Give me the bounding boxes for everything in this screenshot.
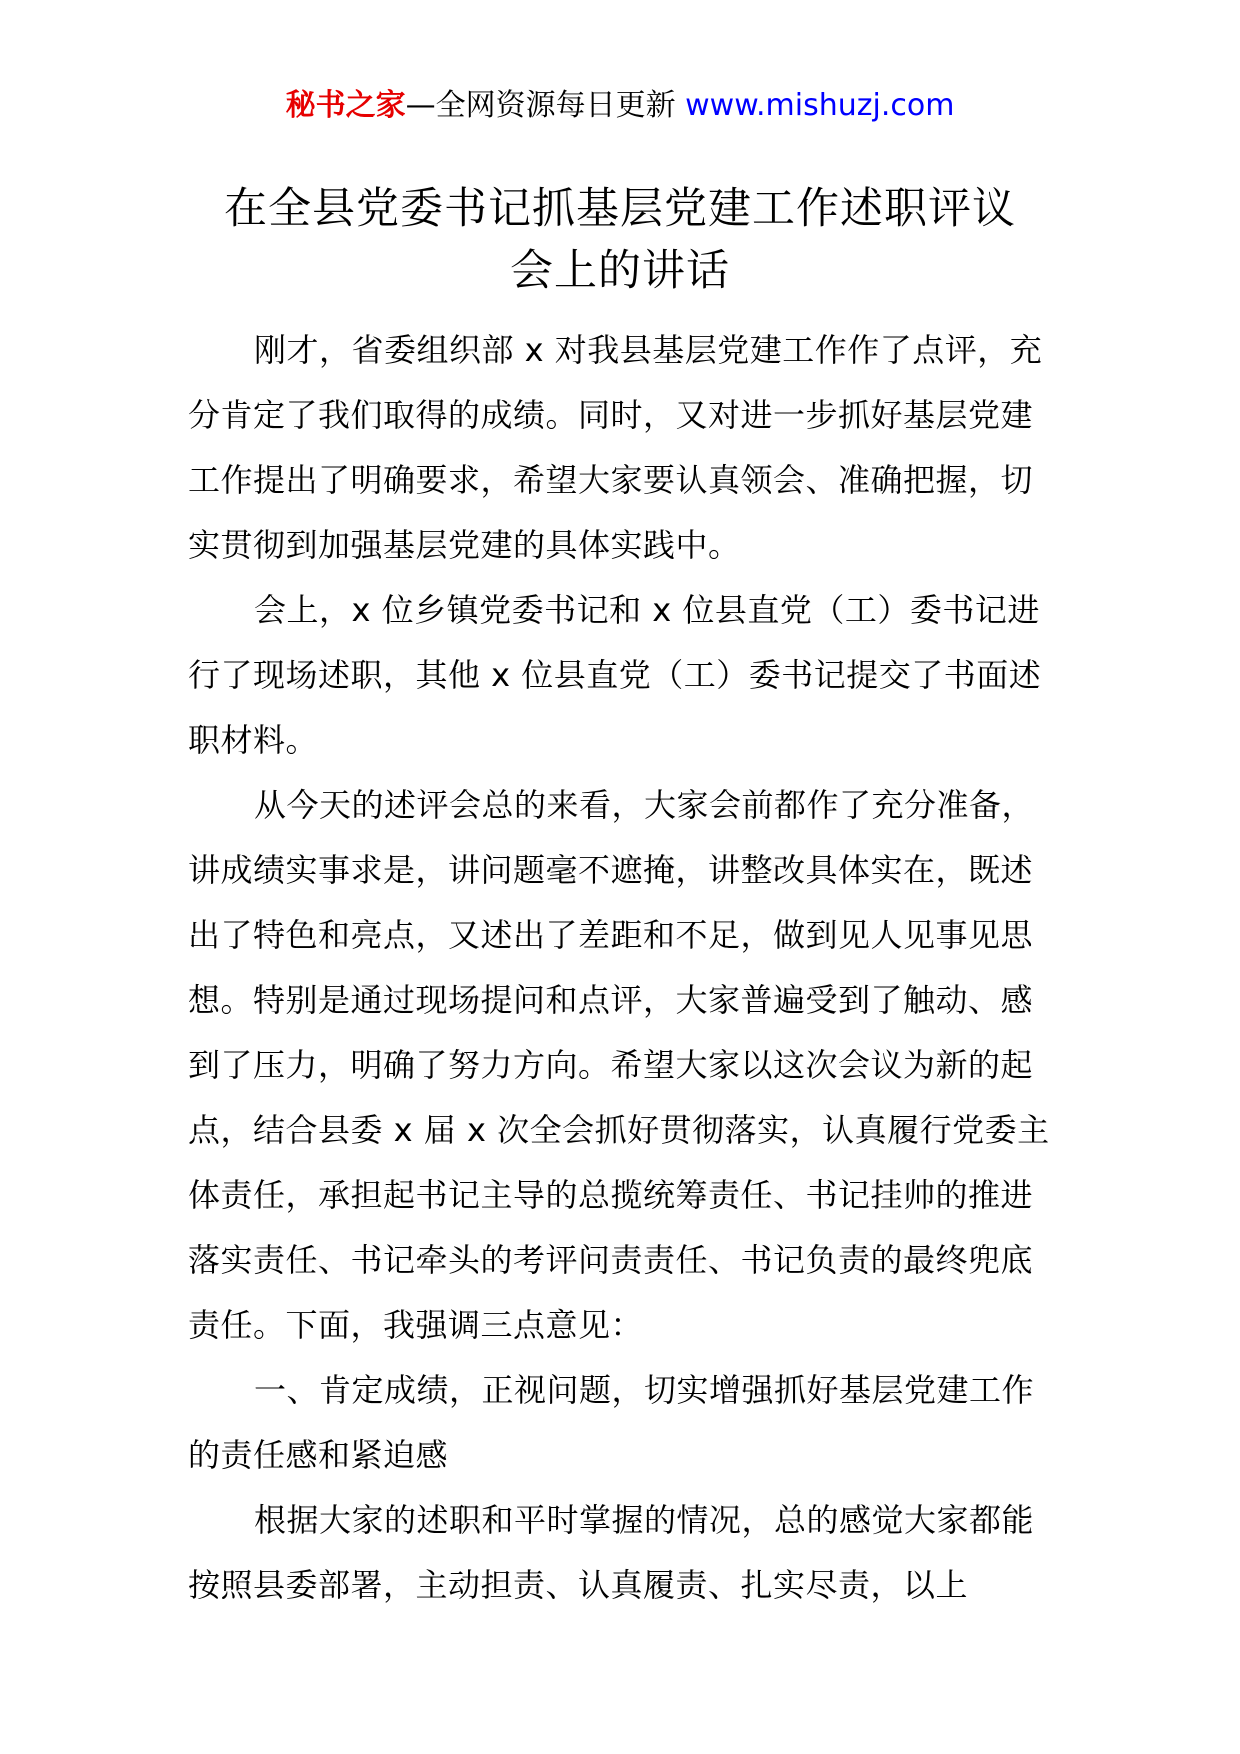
site-url-link[interactable]: www.mishuzj.com [685, 88, 955, 123]
paragraph-opening: 刚才，省委组织部 x 对我县基层党建工作作了点评，充分肯定了我们取得的成绩。同时，又对进一步抓好基层党建工作提出了明确要求，希望大家要认真领会、准确把握，切实贯彻到加强基层党建的具体实践中。 [188, 331, 1043, 564]
paragraph-assessment: 从今天的述评会总的来看，大家会前都作了充分准备，讲成绩实事求是，讲问题毫不遮掩，讲整改具体实在，既述出了特色和亮点，又述出了差距和不足，做到见人见事见思想。特别是通过现场提问和点评，大家普遍受到了触动、感到了压力，明确了努力方向。希望大家以这次会议为新的起点，结合县委 x 届 x 次全会抓好贯彻落实，认真履行党委主体责任，承担起书记主导的总揽统筹责任、书记挂帅的推进落实责任、书记牵头的考评问责责任、书记负责的最终兜底责任。下面，我强调三点意见： [188, 786, 1050, 1344]
section-heading-1: 一、肯定成绩，正视问题，切实增强抓好基层党建工作的责任感和紧迫感 [188, 1371, 1035, 1474]
site-header [0, 86, 1240, 126]
document-body [188, 318, 1058, 1618]
document-title [140, 178, 1100, 302]
paragraph-meeting-summary: 会上，x 位乡镇党委书记和 x 位县直党（工）委书记进行了现场述职，其他 x 位县直党（工）委书记提交了书面述职材料。 [188, 591, 1042, 759]
site-brand: 秘书之家 [285, 88, 406, 123]
site-slogan: —全网资源每日更新 [405, 88, 676, 123]
document-title-line-1: 在全县党委书记抓基层党建工作述职评议 [224, 184, 1016, 234]
paragraph-section-1-intro: 根据大家的述职和平时掌握的情况，总的感觉大家都能按照县委部署，主动担责、认真履责、扎实尽责，以上 [188, 1501, 1035, 1604]
document-title-line-2: 会上的讲话 [510, 246, 730, 296]
